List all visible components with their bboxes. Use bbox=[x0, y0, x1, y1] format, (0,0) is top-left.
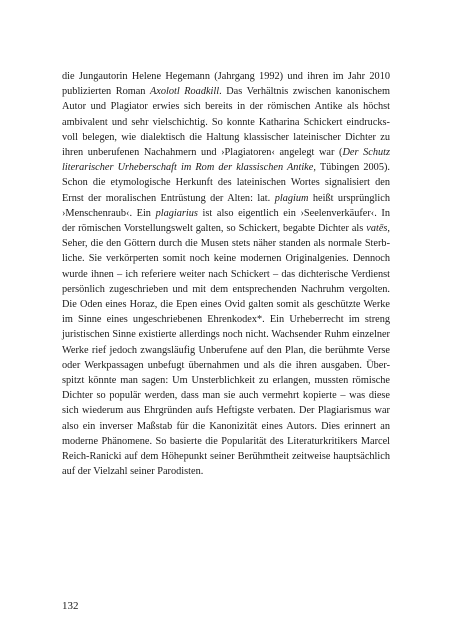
text-line bbox=[62, 464, 390, 479]
text-segment: im Sinne eines ungeschriebenen Ehrenkodex*. Ein Urheberrecht im streng bbox=[62, 314, 390, 326]
text-line bbox=[62, 419, 390, 434]
text-segment: persönlich zugeschrieben und mit dem entsprechenden Nachruhm vergolten. bbox=[62, 283, 390, 295]
text-segment: Seher, die den Göttern durch die Musen stets näher standen als normale Sterb- bbox=[62, 238, 390, 250]
text-segment: ist also eigentlich ein ›Seelenverkäufer‹. In bbox=[197, 207, 390, 219]
text-line bbox=[62, 145, 390, 160]
text-segment: Die Oden eines Horaz, die Epen eines Ovid galten somit als geschützte Werke bbox=[62, 299, 390, 311]
text-line bbox=[62, 115, 390, 130]
text-line bbox=[62, 221, 390, 236]
text-line bbox=[62, 282, 390, 297]
text-line bbox=[62, 130, 390, 145]
text-segment: Autor und Plagiator erwies sich bereits in der römischen Antike als höchst bbox=[62, 101, 390, 113]
text-segment: oder Werkpassagen unbefugt übernahmen und als die ihren ausgaben. Über- bbox=[62, 359, 390, 371]
text-segment: . Das Verhältnis zwischen kanonischem bbox=[219, 86, 391, 98]
text-line bbox=[62, 251, 390, 266]
text-segment: publizierten Roman bbox=[62, 86, 150, 98]
text-segment: ihren unberufenen Nachahmern und ›Plagiatoren‹ angelegt war ( bbox=[62, 147, 343, 159]
text-line bbox=[62, 449, 390, 464]
text-segment: moderne Phänomene. So basierte die Popularität des Literaturkritikers Marcel bbox=[62, 435, 390, 447]
body-text bbox=[62, 69, 390, 479]
text-line bbox=[62, 327, 390, 342]
text-segment: , Tübingen 2005). bbox=[313, 162, 390, 174]
text-line bbox=[62, 99, 390, 114]
text-line bbox=[62, 267, 390, 282]
text-segment: also ein inverser Maßstab für die Kanonizität eines Autors. Dies erinnert an bbox=[62, 420, 390, 432]
text-segment: wurde ihnen – ich referiere weiter nach Schickert – das dichterische Verdienst bbox=[62, 268, 390, 280]
text-segment: Dichter so populär werden, dass man sie auch vermehrt kopierte – was diese bbox=[62, 390, 390, 402]
text-line bbox=[62, 373, 390, 388]
text-segment: Werke rief jedoch zwangsläufig Unberufene auf den Plan, die berühmte Verse bbox=[62, 344, 390, 356]
text-line bbox=[62, 358, 390, 373]
text-line bbox=[62, 297, 390, 312]
text-segment: heißt ursprünglich bbox=[308, 192, 390, 204]
page-number: 132 bbox=[62, 600, 79, 612]
text-segment: die Jungautorin Helene Hegemann (Jahrgang 1992) und ihren im Jahr 2010 bbox=[62, 71, 390, 82]
text-segment: voll belegen, wie dialektisch die Haltung klassischer lateinischer Dichter zu bbox=[62, 131, 390, 143]
text-line bbox=[62, 206, 390, 221]
italic-text: plagium bbox=[274, 192, 309, 204]
italic-text: plagiarius bbox=[155, 207, 198, 219]
text-line bbox=[62, 191, 390, 206]
text-segment: juristischen Sinne existierte allerdings noch nicht. Wachsender Ruhm einzelner bbox=[62, 329, 390, 341]
italic-text: Axolotl Roadkill bbox=[149, 86, 220, 98]
italic-text: literarischer Urheberschaft im Rom der klassischen Antike bbox=[62, 162, 314, 174]
text-line bbox=[62, 69, 390, 84]
italic-text: vatēs bbox=[366, 223, 388, 235]
text-segment: spitzt könnte man sagen: Um Unsterblichkeit zu erlangen, mussten römische bbox=[62, 375, 390, 387]
text-segment: ›Menschenraub‹. Ein bbox=[62, 207, 156, 219]
text-line bbox=[62, 343, 390, 358]
text-line bbox=[62, 175, 390, 190]
text-segment: Schon die etymologische Herkunft des lateinischen Wortes signalisiert den bbox=[62, 177, 390, 189]
text-segment: der römischen Vorstellungswelt galten, so Schickert, begabte Dichter als bbox=[62, 223, 367, 235]
text-segment: sich wiederum aus Ehrgründen aufs Heftigste verbaten. Der Plagiarismus war bbox=[62, 405, 390, 417]
text-line bbox=[62, 434, 390, 449]
text-line bbox=[62, 388, 390, 403]
text-segment: Ernst der moralischen Entrüstung der Alten: lat. bbox=[62, 192, 275, 204]
italic-text: Der Schutz bbox=[342, 147, 390, 159]
text-line bbox=[62, 236, 390, 251]
text-line bbox=[62, 403, 390, 418]
text-segment: , bbox=[387, 223, 390, 235]
text-segment: auf der Vielzahl seiner Parodisten. bbox=[62, 466, 204, 478]
text-segment: liche. Sie verkörperten somit noch keine modernen Originalgenies. Dennoch bbox=[62, 253, 390, 265]
text-segment: Reich-Ranicki auf dem Höhepunkt seiner Berühmtheit zeitweise hauptsächlich bbox=[62, 451, 390, 463]
text-segment: ambivalent und sehr vielschichtig. So konnte Katharina Schickert eindrucks- bbox=[62, 116, 390, 128]
text-line bbox=[62, 84, 390, 99]
text-line bbox=[62, 160, 390, 175]
text-line bbox=[62, 312, 390, 327]
